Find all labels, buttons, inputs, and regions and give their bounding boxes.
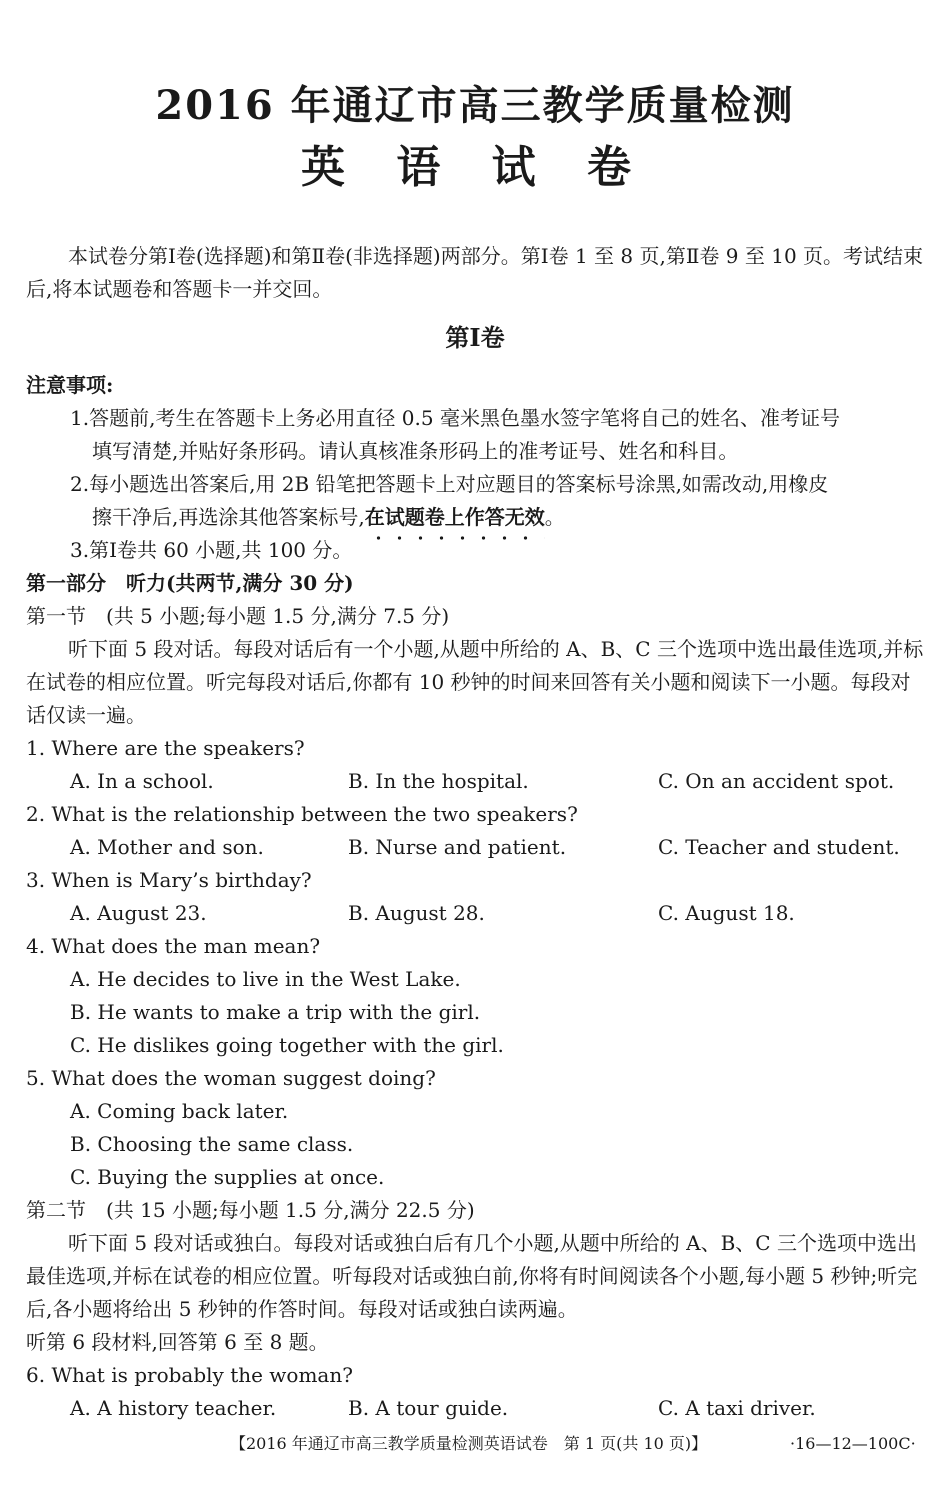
question-6-option-b: B. A tour guide. <box>348 1396 509 1420</box>
question-5-option-b: B. Choosing the same class. <box>70 1132 354 1156</box>
question-1-option-b: B. In the hospital. <box>348 769 529 793</box>
question-4-option-b: B. He wants to make a trip with the girl. <box>70 1000 481 1024</box>
question-6-stem: 6. What is probably the woman? <box>26 1363 353 1387</box>
footer-page-info: 【2016 年通辽市高三教学质量检测英语试卷 第 1 页(共 10 页)】 <box>230 1434 708 1453</box>
question-4-stem: 4. What does the man mean? <box>26 934 321 958</box>
note-item-1-line1: 1.答题前,考生在答题卡上务必用直径 0.5 毫米黑色墨水签字笔将自己的姓名、准考证号 <box>70 406 840 430</box>
question-3-option-c: C. August 18. <box>658 901 795 925</box>
note-item-2-line2-end: 。 <box>544 505 565 529</box>
section2-title: 第二节 (共 15 小题;每小题 1.5 分,满分 22.5 分) <box>26 1198 475 1222</box>
question-5-option-c: C. Buying the supplies at once. <box>70 1165 385 1189</box>
section2-instructions: 听下面 5 段对话或独白。每段对话或独白后有几个小题,从题中所给的 A、B、C 三个选项中选出最佳选项,并标在试卷的相应位置。听每段对话或独白前,你将有时间阅读各个小题,每小题 5 秒钟;听完后,各小题将给出 5 秒钟的作答时间。每段对话或独白读两遍。 <box>26 1231 918 1321</box>
question-6-option-a: A. A history teacher. <box>70 1396 277 1420</box>
question-2-option-c: C. Teacher and student. <box>658 835 900 859</box>
question-5-option-a: A. Coming back later. <box>70 1099 289 1123</box>
note-item-2-line1: 2.每小题选出答案后,用 2B 铅笔把答题卡上对应题目的答案标号涂黑,如需改动,用橡皮 <box>70 472 829 496</box>
exam-subtitle: 英 语 试 卷 <box>301 142 649 193</box>
footer-code: ·16—12—100C· <box>790 1434 916 1453</box>
material-6-heading: 听第 6 段材料,回答第 6 至 8 题。 <box>26 1330 329 1354</box>
emphasis-no-answer-on-paper <box>365 505 545 529</box>
note-item-1-line2: 填写清楚,并贴好条形码。请认真核准条形码上的准考证号、姓名和科目。 <box>92 439 739 463</box>
emphasis-text: 在试题卷上作答无效 <box>364 505 545 529</box>
note-item-2-line2-text: 擦干净后,再选涂其他答案标号, <box>92 505 365 529</box>
note-item-2-line2 <box>70 501 930 534</box>
question-3-stem: 3. When is Mary’s birthday? <box>26 868 312 892</box>
question-4-option-a: A. He decides to live in the West Lake. <box>70 967 461 991</box>
section1-instructions: 听下面 5 段对话。每段对话后有一个小题,从题中所给的 A、B、C 三个选项中选出最佳选项,并标在试卷的相应位置。听完每段对话后,你都有 10 秒钟的时间来回答有关小题和阅读下一小题。每段对话仅读一遍。 <box>26 637 924 727</box>
question-1-stem: 1. Where are the speakers? <box>26 736 305 760</box>
question-4-option-c: C. He dislikes going together with the girl. <box>70 1033 504 1057</box>
section1-title: 第一节 (共 5 小题;每小题 1.5 分,满分 7.5 分) <box>26 604 450 628</box>
note-item-3: 3.第Ⅰ卷共 60 小题,共 100 分。 <box>70 538 353 562</box>
question-2-option-b: B. Nurse and patient. <box>348 835 567 859</box>
intro-paragraph: 本试卷分第Ⅰ卷(选择题)和第Ⅱ卷(非选择题)两部分。第Ⅰ卷 1 至 8 页,第Ⅱ卷 9 至 10 页。考试结束后,将本试题卷和答题卡一并交回。 <box>26 244 924 301</box>
question-3-option-b: B. August 28. <box>348 901 485 925</box>
question-2-option-a: A. Mother and son. <box>70 835 264 859</box>
volume-title: 第Ⅰ卷 <box>445 323 505 352</box>
note-item-1 <box>70 402 930 468</box>
question-1-option-a: A. In a school. <box>70 769 214 793</box>
question-3-option-a: A. August 23. <box>70 901 207 925</box>
part1-title: 第一部分 听力(共两节,满分 30 分) <box>26 571 354 595</box>
exam-title: 2016 年通辽市高三教学质量检测 <box>155 82 795 129</box>
question-6-option-c: C. A taxi driver. <box>658 1396 816 1420</box>
question-1-option-c: C. On an accident spot. <box>658 769 895 793</box>
notes-heading: 注意事项: <box>26 373 114 397</box>
note-item-2 <box>70 468 930 534</box>
question-5-stem: 5. What does the woman suggest doing? <box>26 1066 436 1090</box>
question-2-stem: 2. What is the relationship between the two speakers? <box>26 802 578 826</box>
